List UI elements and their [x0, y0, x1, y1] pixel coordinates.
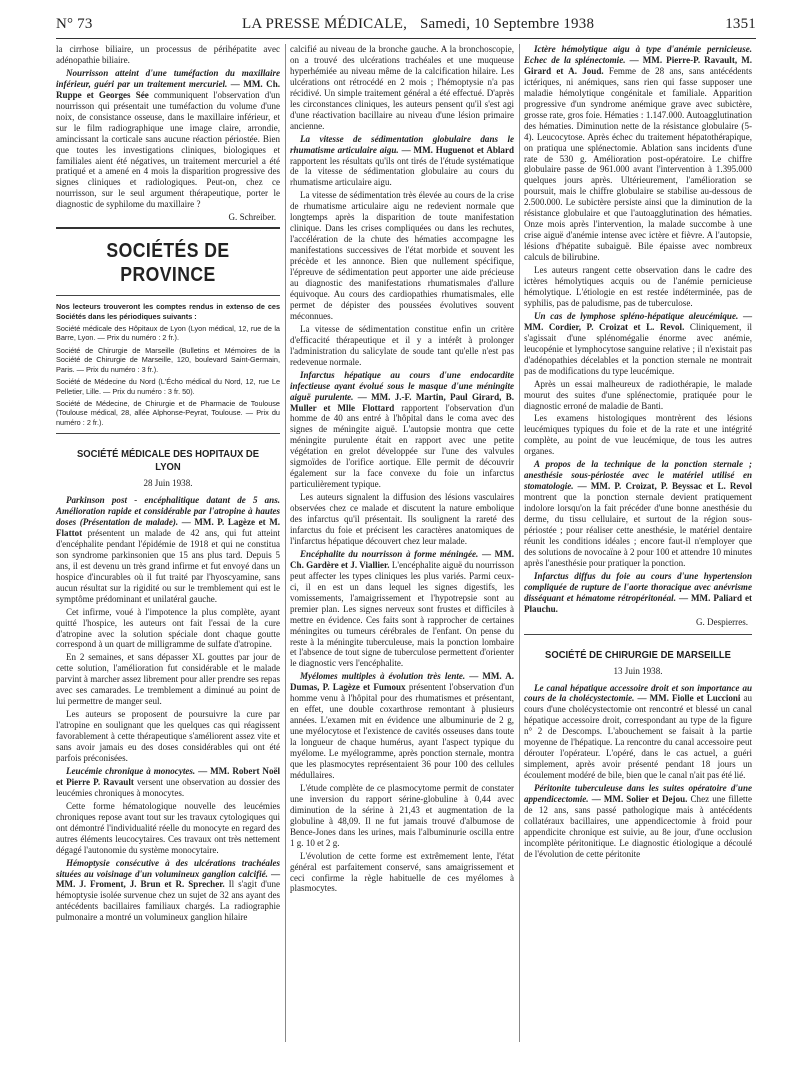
article-title: Nourrisson atteint d'une tuméfaction du maxillaire inférieur, guéri par un traitement mercuriel.	[56, 67, 280, 89]
divider	[56, 433, 280, 434]
paragraph: Les examens histologiques montrèrent des lésions leucémiques typiques du foie et de la rate et une intégrité complète, au point de vue leucémique, de tous les autres organes.	[524, 413, 752, 457]
article-authors: — MM. A. Dumas, P. Lagèze et Fumoux	[290, 671, 514, 693]
article-body: communiquent l'observation d'un nourrisson qui présentait une tuméfaction du volume d'une noix, de consistance osseuse, dans le maxillaire inférieur, et sur le film radiographique une image claire, arrondie, amincissant la corticale sans aucune réaction périostée. Bien que toutes les investigations cliniques, biologiques et familiales aient été négatives, un traitement mercuriel a été pratiqué et a amené en 4 mois la disparition progressive des signes cliniques et radiologiques. Peut-on, chez ce nourrisson, sur le seul argument thérapeutique, porter le diagnostic de syphilome du maxillaire ?	[56, 89, 281, 210]
article-authors: — MM. Fiolle et Luccioni	[637, 693, 741, 704]
article	[56, 766, 280, 799]
paragraph: En 2 semaines, et sans dépasser XL gouttes par jour de cette solution, l'amélioration fut considérable et le malade parvint à marcher assez librement pour aller prendre ses repas avec ses camarades. Le tremblement a diminué au point de lui permettre de manger seul.	[56, 652, 280, 707]
article	[524, 459, 752, 569]
article-authors: — MM. J.-F. Martin, Paul Girard, B. Muller et Mlle Flottard	[290, 391, 514, 413]
divider	[56, 295, 280, 296]
article-title: Ictère hémolytique aigu à type d'anémie pernicieuse. Echec de la splénectomie.	[524, 44, 752, 65]
article	[524, 783, 752, 860]
journal-title: LA PRESSE MÉDICALE,	[242, 16, 408, 32]
article-title: Un cas de lymphose spléno-hépatique aleucémique.	[534, 310, 739, 321]
article-body: montrent que la ponction sternale devient pratiquement indolore lorsqu'on la fait précéder d'une bonne anesthésie du derme, du tissu cellulaire, et surtout de la région sous-périostée ; pour réaliser cette anesthésie, le matériel dentaire réunit les conditions idéales ; encore faut-il n'employer que des solutions de novocaïne à 2 pour 100 et attendre 10 minutes après l'anesthésie pour pratiquer la ponction.	[524, 492, 752, 568]
article-body: Il s'agit d'une hémoptysie isolée survenue chez un sujet de 32 ans ayant des antécédents bacillaires familiaux chargés. La radiographie pulmonaire a montré un volumineux ganglion hilaire	[56, 879, 280, 923]
society-name: SOCIÉTÉ MÉDICALE DES HOPITAUX DE LYON	[76, 448, 260, 474]
page-header	[56, 16, 756, 38]
article-title: Péritonite tuberculeuse dans les suites opératoire d'une appendicectomie.	[524, 783, 752, 805]
signature: G. Schreiber.	[228, 212, 276, 223]
meeting-date: 28 Juin 1938.	[143, 478, 193, 489]
article-authors: — MM. J. Froment, J. Brun et R. Sprecher.	[56, 868, 280, 890]
article-authors: — MM. P. Croizat, P. Beyssac et L. Revol	[577, 481, 752, 492]
article-body: Cliniquement, il s'agissait d'une splénomégalie énorme avec anémie, leucopénie et lymphocytose sanguine relative ; il n'existait pas d'adénopathies décelables et la ponction sternale ne montrait pas de modifications du type leucémique.	[524, 321, 752, 376]
article-authors: — MM. Pierre-P. Ravault, M. Girard et A. Joud.	[524, 54, 752, 76]
notice-intro: Nos lecteurs trouveront les comptes rendus in extenso de ces Sociétés dans les périodiques suivants :	[56, 302, 280, 321]
article-authors: — MM. Paliard et Plauchu.	[524, 592, 752, 614]
article-title: Myélomes multiples à évolution très lente.	[300, 671, 466, 682]
paragraph: Les auteurs se proposent de poursuivre la cure par l'atropine en soulignant que les quelques cas qui réagissent favorablement à cette thérapeutique s'améliorent assez vite et sans avoir jamais eu des doses considérables qui ont été parfois préconisées.	[56, 709, 280, 763]
article-authors: — MM. Cordier, P. Croizat et L. Revol.	[524, 310, 752, 332]
article	[290, 549, 514, 669]
article-body: au cours d'une cholécystectomie ont rencontré et blessé un canal hépatique accessoire droit, correspondant au type de la figure n° 2 de Descomps. L'abouchement se faisait à la partie moyenne de l'hépatique. La rencontre du canal accessoire peut dérouter l'opérateur. L'opéré, dans le cas actuel, a guéri simplement, après avoir présenté pendant 18 jours un écoulement modéré de bile, bien que le canal n'ait pas été lié.	[524, 693, 753, 781]
paragraph: Les auteurs rangent cette observation dans le cadre des ictères hémolytiques acquis ou de l'anémie pernicieuse hémolytique. L'étiologie en est restée indéterminée, pas de syphilis, pas de paludisme, pas de tuberculose.	[524, 265, 752, 308]
meeting-date: 13 Juin 1938.	[613, 665, 663, 676]
notice-item: Société médicale des Hôpitaux de Lyon (Lyon médical, 12, rue de la Barre, Lyon. — Prix du numéro : 2 fr.).	[56, 324, 280, 343]
paragraph: Les auteurs signalent la diffusion des lésions vasculaires observées chez ce malade et discutent la nature embolique des infarctus qu'il présentait. Ils soulignent la rareté des infarctus du foie et précisent les caractères anatomiques de l'infarctus hépatique découvert chez leur malade.	[290, 492, 514, 546]
article-title: Encéphalite du nourrisson à forme méningée.	[300, 548, 479, 559]
article-authors: — MM. Solier et Dejou.	[591, 794, 688, 805]
article-authors: — MM. Huguenot et Ablard	[401, 144, 514, 155]
article-body: Chez une fillette de 12 ans, sans passé pathologique mais à antécédents collatéraux bacillaires, une appendicectomie à froid pour appendicite chronique est suivie, au 8e jour, d'une occlusion incomplète péritonitique. Le diagnostic étiologique a découlé de l'évolution de cette péritonite	[524, 794, 753, 859]
article-body: présentent l'observation d'un homme venu à l'hôpital pour des rhumatismes et présentant, en effet, une double coxarthrose remontant à plusieurs années. L'examen mit en évidence une albuminurie de 2 g, une myélocytose et l'existence de cavités osseuses dans toute la longueur de chaque humérus, ayant l'aspect typique du myélome. Le myélogramme, après ponction sternale, montra que les plasmocytes représentaient 36 pour 100 des cellules médullaires.	[290, 682, 514, 780]
divider	[524, 634, 752, 635]
article	[290, 370, 514, 490]
article-title: Infarctus diffus du foie au cours d'une hypertension compliquée de rupture de l'aorte thoracique avec anévrisme disséquant et hématome rétropéritonéal.	[524, 570, 752, 603]
article-authors: — MM. Ch. Ruppe et Georges Sée	[56, 78, 280, 100]
article-body: Femme de 28 ans, sans antécédents ictériques, ni anémiques, sans rien qui fasse supposer une maladie hémolytique congénitale et familiale. Apparition progressive d'un syndrome anémique grave avec subictère, grosse rate, gros foie. Hématies : 1.147.000. Autoagglutination des hématies. Diminution nette de la résistance globulaire (5-4). Leucocytose. Après échec du traitement hépatothérapique, on pratiqua une splénectomie. Ablation sans incidents d'une rate de 530 g. Amélioration post-opératoire. Le chiffre globulaire passe de 961.000 avant l'intervention à 1.395.000 quelques jours après. Ultérieurement, l'amélioration se poursuit, mais le chiffre globulaire se stabilise au-dessous de 2.500.000. Le subictère persiste ainsi que la diminution de la résistance globulaire et que l'autoagglutination des hématies. Onze mois après l'intervention, la malade succombe à une crise aiguë d'anémie intense avec ictère et fièvre. A l'autopsie, lésions d'hépatite subaiguë. Bile épaisse avec nombreux calculs de bilirubine.	[524, 65, 752, 263]
article	[56, 495, 280, 605]
column-2	[290, 44, 514, 896]
article-title: Le canal hépatique accessoire droit et son importance au cours de la cholécystectomie.	[524, 682, 752, 704]
article-title: Infarctus hépatique au cours d'une endocardite infectieuse ayant évolué sous le masque d'une méningite aiguë purulente.	[290, 369, 514, 402]
article-authors: — MM. P. Lagèze et M. Flattot	[56, 516, 281, 538]
article	[524, 44, 752, 263]
signature: G. Despierres.	[695, 616, 748, 627]
paragraph: Cette forme hématologique nouvelle des leucémies chroniques repose avant tout sur les travaux cytologiques qui ont démontré l'individualité réelle du monocyte en regard des autres éléments leucocytaires. Ces travaux ont très nettement dégagé l'autonomie du système monocytaire.	[56, 800, 280, 855]
notice-item: Société de Chirurgie de Marseille (Bulletins et Mémoires de la Société de Chirurgie de Marseille, 120, boulevard Saint-Germain, Paris. — Prix du numéro : 3 fr.).	[56, 345, 280, 374]
society-name: SOCIÉTÉ DE CHIRURGIE DE MARSEILLE	[545, 648, 731, 661]
column-divider	[285, 44, 286, 1042]
paragraph: Après un essai malheureux de radiothérapie, le malade mourut des suites d'une splénectomie, pratiquée pour le diagnostic erroné de maladie de Banti.	[524, 378, 752, 411]
column-3	[524, 44, 752, 862]
article-title: La vitesse de sédimentation globulaire dans le rhumatisme articulaire aigu.	[290, 133, 514, 155]
article	[524, 571, 752, 615]
issue-number: N° 73	[56, 16, 93, 32]
paragraph: La vitesse de sédimentation constitue enfin un critère d'efficacité thérapeutique et il y a intérêt à prolonger l'administration du salicylate de soude tant qu'elle n'est pas redevenue normale.	[290, 323, 514, 367]
article-body: présentent un malade de 42 ans, qui fut atteint d'encéphalite pendant l'épidémie de 1918 et qui ne constitua son syndrome parkinsonien que 15 ans plus tard. Depuis 5 ans, il est devenu un très grand infirme et fut envoyé dans un hospice d'incurables où il fut traité par l'hyoscyamine, sans aucun résultat sur la rigidité ou sur le tremblement qui est le symptôme prédominant et unilatéral gauche.	[56, 527, 280, 604]
paragraph: la cirrhose biliaire, un processus de périhépatite avec adénopathie biliaire.	[56, 44, 280, 65]
article	[290, 671, 514, 781]
column-1	[56, 44, 280, 925]
article-body: rapportent les résultats qu'ils ont tirés de l'étude systématique de la vitesse de sédimentation globulaire au cours du rhumatisme articulaire aigu.	[290, 155, 514, 188]
article-authors: — MM. Ch. Gardère et J. Viallier.	[290, 548, 514, 570]
article	[524, 311, 752, 377]
notice-item: Société de Médecine du Nord (L'Écho médical du Nord, 12, rue Le Pelletier, Lille. — Prix du numéro : 3 fr. 50).	[56, 377, 280, 396]
paragraph: calcifié au niveau de la bronche gauche. A la bronchoscopie, on a trouvé des ulcérations trachéales et une muqueuse hyperhémiée au niveau même de la calcification hilaire. Les ulcérations ont rétrocédé en 2 mois ; l'hémoptysie n'a pas récidivé. Un simple traitement général a été effectué. D'après les circonstances cliniques, les auteurs pensent qu'il s'est agi d'une réactivation bacillaire au niveau d'une lésion primaire ancienne.	[290, 44, 514, 131]
section-title: SOCIÉTÉS DE PROVINCE	[106, 240, 230, 287]
article	[56, 858, 280, 924]
paragraph: L'évolution de cette forme est extrêmement lente, l'état général est parfaitement conservé, sans amaigrissement et ceci confirme la règle habituelle de ces myélomes à plasmocytes.	[290, 850, 514, 894]
article-title: Hémoptysie consécutive à des ulcérations trachéales situées au voisinage d'un volumineux ganglion calcifié.	[56, 857, 280, 879]
article-body: L'encéphalite aiguë du nourrisson peut affecter les types cliniques les plus variés. Parmi ceux-ci, il en est un dans lequel les signes digestifs, les vomissements, l'amaigrissement et l'hypotrepsie sont au premier plan. Les signes nerveux sont frustes et difficiles à mettre en évidence. Ces faits sont à rapprocher de certaines méningites ou tumeurs cérébrales de l'enfant. On pense du reste à la méningite tuberculeuse, mais la ponction lombaire et l'absence de tout signe de tuberculose permettent d'orienter le diagnostic vers l'encéphalite.	[290, 559, 514, 669]
issue-date: Samedi, 10 Septembre 1938	[420, 16, 595, 32]
divider	[56, 227, 280, 229]
article-title: Leucémie chronique à monocytes.	[66, 765, 196, 776]
article-body: rapportent l'observation d'un homme de 40 ans entré à l'hôpital dans le coma avec des signes de méningite aiguë. L'autopsie montra que cette méningite purulente était en rapport avec une petite végétation en grelot développée sur l'une des valvules sigmoïdes de l'orifice aortique. Elle permit de découvrir également sur la face convexe du foie un infarctus particulièrement typique.	[290, 402, 514, 490]
article-title: Parkinson post - encéphalitique datant de 5 ans. Amélioration rapide et considérable par l'atropine à hautes doses (Présentation de malade).	[56, 495, 280, 527]
paragraph: Cet infirme, voué à l'impotence la plus complète, ayant quitté l'hospice, les auteurs ont fait l'essai de la cure d'atropine avec la solution spéciale dont chaque goutte correspond à un quart de milligramme de sulfate d'atropine.	[56, 606, 280, 650]
column-divider	[519, 44, 520, 1042]
notice-item: Société de Médecine, de Chirurgie et de Pharmacie de Toulouse (Toulouse médical, 28, allée Alphonse-Peyrat, Toulouse. — Prix du numéro : 2 fr.).	[56, 398, 280, 427]
article-authors: — MM. Robert Noël et Pierre P. Ravault	[56, 765, 280, 787]
header-rule	[56, 38, 756, 39]
paragraph: La vitesse de sédimentation très élevée au cours de la crise de rhumatisme articulaire aigu ne redevient normale que longtemps après la disparition de toute manifestation clinique. Dans les crises compliquées ou dans les rechutes, l'accélération de la chute des hématies accompagne les manifestations successives de l'état morbide et souvent les précède et les annonce. Bien que nullement spécifique, l'épreuve de sédimentation peut apporter une aide précieuse au diagnostic des manifestations rhumatismales d'allure équivoque. Au cours des cardiopathies rhumatismales, elle permet de dépister des poussées évolutives souvent méconnues.	[290, 190, 514, 321]
article	[290, 134, 514, 189]
page-number: 1351	[725, 16, 756, 32]
article	[524, 683, 752, 782]
paragraph: L'étude complète de ce plasmocytome permit de constater une inversion du rapport sérine-globuline à 0,44 avec diminution de la sérine à 21,43 et augmentation de la globuline à 48,09. Il ne fut jamais trouvé d'albumose de Bence-Jones dans les urines, mais l'albuminurie oscilla entre 1 g. 10 et 2 g.	[290, 782, 514, 848]
article	[56, 68, 280, 210]
article-title: A propos de la technique de la ponction sternale ; anesthésie sous-périostée avec le matériel utilisé en stomatologie.	[524, 459, 752, 492]
article-body: versent une observation au dossier des leucémies chroniques à monocytes.	[56, 776, 280, 798]
